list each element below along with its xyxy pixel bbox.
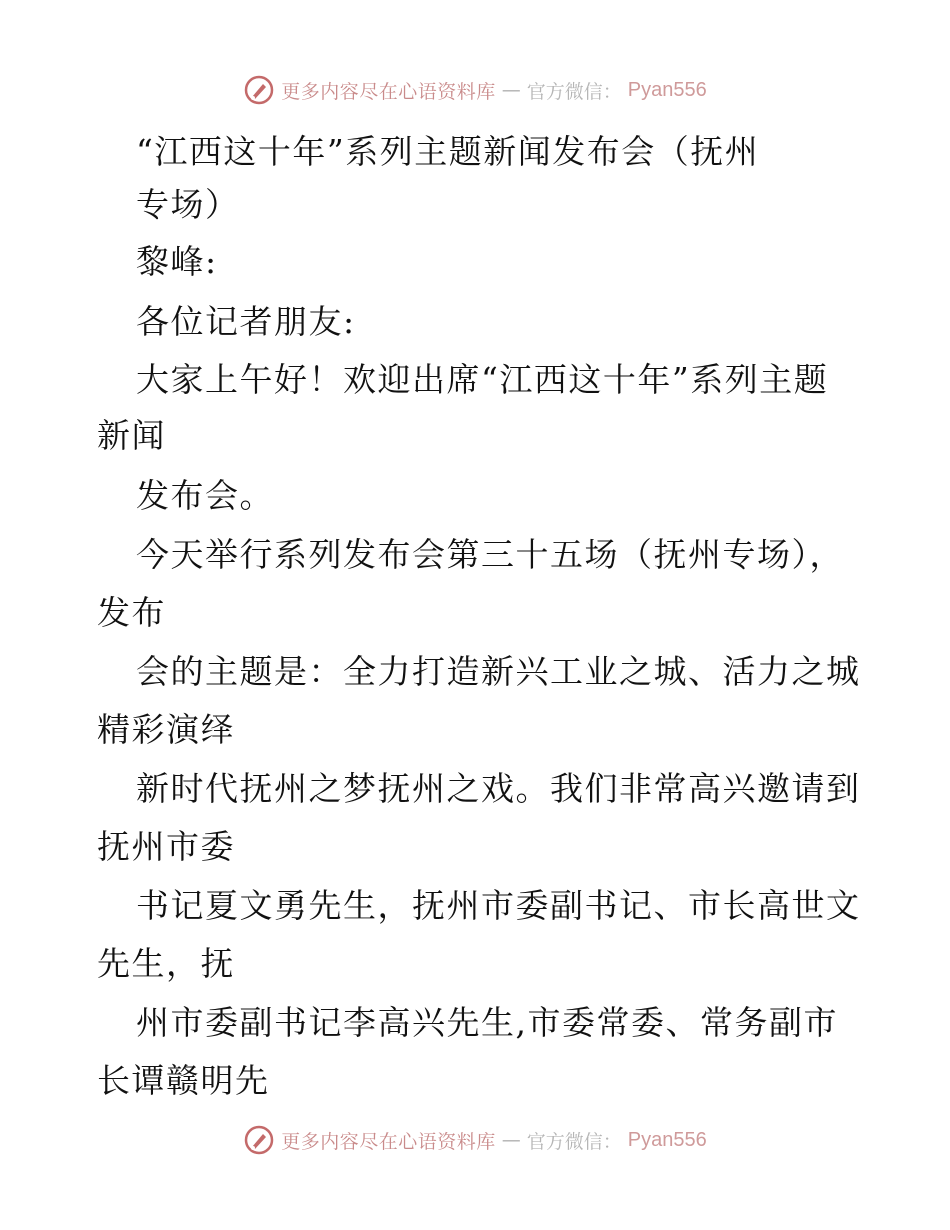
doc-line: 书记夏文勇先生，抚州市委副书记、市长高世文 xyxy=(136,886,861,925)
doc-line: 黎峰: xyxy=(136,242,218,281)
doc-line: 新时代抚州之梦抚州之戏。我们非常高兴邀请到 xyxy=(136,769,861,808)
watermark-handle: Pyan556 xyxy=(627,1128,707,1151)
doc-line: 精彩演绎 xyxy=(97,710,235,749)
doc-line: 州市委副书记李高兴先生,市委常委、常务副市 xyxy=(136,1003,838,1042)
doc-line: 会的主题是：全力打造新兴工业之城、活力之城 xyxy=(136,652,861,691)
doc-line: 今天举行系列发布会第三十五场（抚州专场）， xyxy=(136,535,844,574)
doc-line: 各位记者朋友: xyxy=(136,302,356,341)
doc-line: 抚州市委 xyxy=(97,827,235,866)
watermark-handle: Pyan556 xyxy=(627,78,707,101)
watermark-header xyxy=(0,70,950,110)
doc-line: 长谭赣明先 xyxy=(97,1061,270,1100)
doc-line: 大家上午好！欢迎出席“江西这十年”系列主题 xyxy=(136,360,829,399)
doc-line: “江西这十年”系列主题新闻发布会（抚州 xyxy=(136,132,760,171)
doc-line: 新闻 xyxy=(97,416,166,455)
watermark-dash: — xyxy=(501,1129,521,1151)
doc-line: 专场） xyxy=(136,185,240,224)
watermark-label: 官方微信： xyxy=(526,1130,622,1153)
pen-logo-icon xyxy=(243,1124,275,1156)
pen-logo-icon xyxy=(243,74,275,106)
doc-line: 发布 xyxy=(97,593,166,632)
doc-line: 发布会。 xyxy=(136,476,274,515)
watermark-dash: — xyxy=(501,79,521,101)
watermark-label: 官方微信： xyxy=(526,80,622,103)
watermark-site-text: 更多内容尽在心语资料库 xyxy=(281,1130,496,1153)
watermark-footer xyxy=(0,1120,950,1160)
doc-line: 先生，抚 xyxy=(97,944,235,983)
watermark-site-text: 更多内容尽在心语资料库 xyxy=(281,80,496,103)
